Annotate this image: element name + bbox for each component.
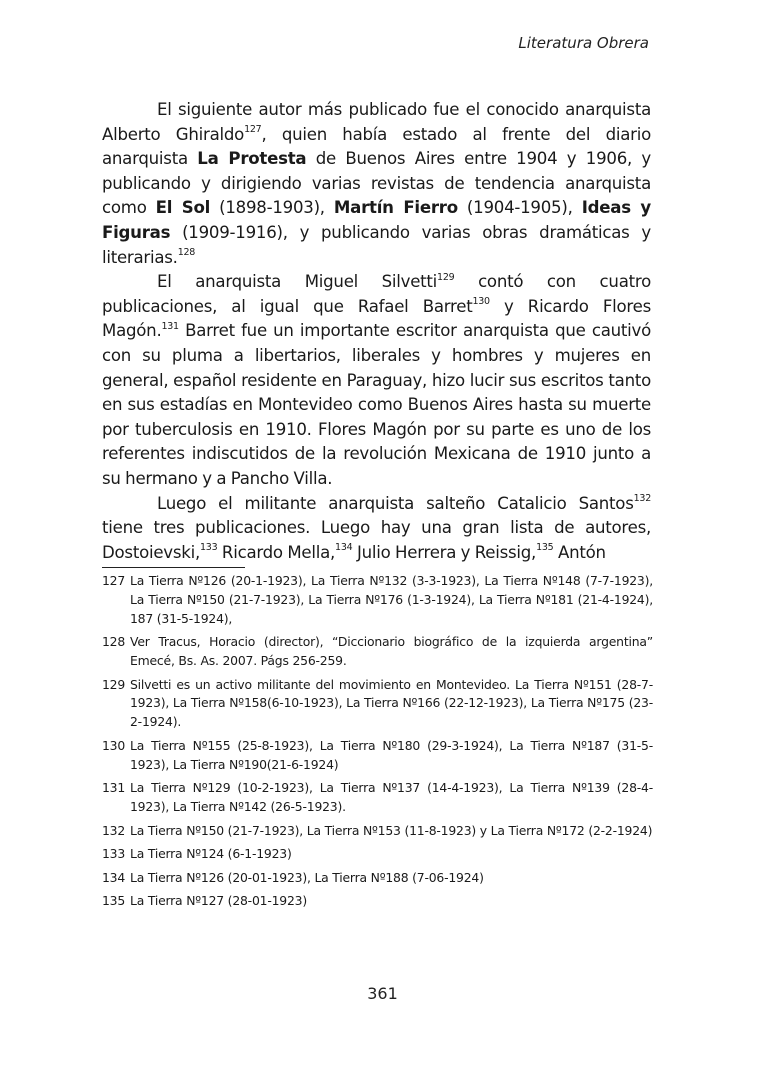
footnote xyxy=(102,737,653,775)
bold-title: Martín Fierro xyxy=(333,198,458,218)
footnote xyxy=(102,822,653,841)
text-run: (1898-1903), xyxy=(210,198,334,218)
bold-title: El Sol xyxy=(155,198,211,218)
footnote-text: La Tierra Nº127 (28-01-1923) xyxy=(130,893,307,909)
footnote-ref[interactable]: 133 xyxy=(200,542,218,554)
footnote-ref[interactable]: 130 xyxy=(472,296,490,308)
footnote-ref[interactable]: 132 xyxy=(633,492,651,504)
text-run: contó con cuatro publicaciones, al igual que Rafael Barret xyxy=(102,272,651,316)
footnote-text: La Tierra Nº155 (25-8-1923), La Tierra Nº180 (29-3-1924), La Tierra Nº187 (31-5-1923), La Tierra Nº190(21-6-1924) xyxy=(130,737,653,772)
footnote-number: 128 xyxy=(102,634,126,650)
page-number: 361 xyxy=(367,984,398,1003)
text-run: y Ricardo Flores Magón. xyxy=(102,296,651,341)
footnote-ref[interactable]: 135 xyxy=(536,542,554,554)
footnote-number: 127 xyxy=(102,573,126,588)
footnote-number: 130 xyxy=(102,737,126,753)
text-run: Luego el militante anarquista salteño Catalicio Santos xyxy=(157,493,634,513)
text-run: Julio Herrera y Reissig, xyxy=(352,542,537,562)
text-run: (1904-1905), xyxy=(457,198,582,218)
footnote xyxy=(102,633,653,671)
bold-title: La Protesta xyxy=(197,149,307,169)
footnote-ref[interactable]: 134 xyxy=(335,542,353,554)
footnote xyxy=(102,845,653,864)
text-run: El siguiente autor más publicado fue el conocido anarquista Alberto Ghiraldo xyxy=(102,100,651,144)
text-run: de Buenos Aires entre 1904 y 1906, y publicando y dirigiendo varias revistas de tendencia anarquista como xyxy=(102,149,651,218)
footnote xyxy=(102,572,653,628)
text-run: , quien había estado al frente del diario anarquista xyxy=(102,124,651,169)
bold-title: Ideas y Figuras xyxy=(102,198,651,242)
paragraph-1 xyxy=(102,98,651,270)
running-header: Literatura Obrera xyxy=(518,34,649,52)
footnote xyxy=(102,779,653,817)
footnote-text: Ver Tracus, Horacio (director), “Diccionario biográfico de la izquierda argentina” Emecé, Bs. As. 2007. Págs 256-259. xyxy=(130,634,653,668)
footnote-number: 134 xyxy=(102,869,126,885)
footnote-number: 133 xyxy=(102,846,126,862)
footnote xyxy=(102,869,653,888)
footnote-ref[interactable]: 127 xyxy=(244,124,262,136)
footnote xyxy=(102,892,653,911)
footnote-separator xyxy=(102,567,245,568)
footnote-ref[interactable]: 129 xyxy=(437,271,455,283)
text-run: Barret fue un importante escritor anarquista que cautivó con su pluma a libertarios, liberales y hombres y mujeres en general, español residente en Paraguay, hizo lucir sus escritos tanto en sus estadías en Montevideo como Buenos Aires hasta su muerte por tuberculosis en 1910. Flores Magón por su parte es uno de los referentes indiscutidos de la revolución Mexicana de 1910 junto a su hermano y a Pancho Villa. xyxy=(102,321,651,488)
text-run: El anarquista Miguel Silvetti xyxy=(157,272,438,292)
footnotes xyxy=(102,572,653,916)
footnote-text: La Tierra Nº129 (10-2-1923), La Tierra Nº137 (14-4-1923), La Tierra Nº139 (28-4-1923), La Tierra Nº142 (26-5-1923). xyxy=(130,780,653,814)
footnote-number: 131 xyxy=(102,780,126,796)
text-run: (1909-1916), y publicando varias obras dramáticas y literarias. xyxy=(102,222,651,267)
paragraph-3 xyxy=(102,492,651,566)
text-run: Ricardo Mella, xyxy=(217,542,336,562)
footnote-text: La Tierra Nº150 (21-7-1923), La Tierra Nº153 (11-8-1923) y La Tierra Nº172 (2-2-1924) xyxy=(130,822,653,838)
text-run: tiene tres publicaciones. Luego hay una gran lista de autores, Dostoievski, xyxy=(102,518,651,562)
footnote-ref[interactable]: 128 xyxy=(177,247,196,259)
footnote-text: La Tierra Nº126 (20-1-1923), La Tierra Nº132 (3-3-1923), La Tierra Nº148 (7-7-1923), La Tierra Nº150 (21-7-1923), La Tierra Nº176 (1-3-1924), La Tierra Nº181 (21-4-1924), 187 (31-5-1924), xyxy=(130,573,653,626)
paragraph-2 xyxy=(102,270,651,491)
main-text xyxy=(102,98,651,565)
footnote-text: La Tierra Nº124 (6-1-1923) xyxy=(130,846,292,862)
footnote-number: 132 xyxy=(102,822,126,838)
footnote-number: 129 xyxy=(102,676,126,692)
footnote xyxy=(102,676,653,732)
text-run: Antón xyxy=(553,542,606,562)
footnote-ref[interactable]: 131 xyxy=(161,320,179,332)
footnote-text: Silvetti es un activo militante del movimiento en Montevideo. La Tierra Nº151 (28-7-1923), La Tierra Nº158(6-10-1923), La Tierra Nº166 (22-12-1923), La Tierra Nº175 (23-2-1924). xyxy=(130,676,653,730)
footnote-number: 135 xyxy=(102,893,126,909)
footnote-text: La Tierra Nº126 (20-01-1923), La Tierra Nº188 (7-06-1924) xyxy=(130,869,484,885)
